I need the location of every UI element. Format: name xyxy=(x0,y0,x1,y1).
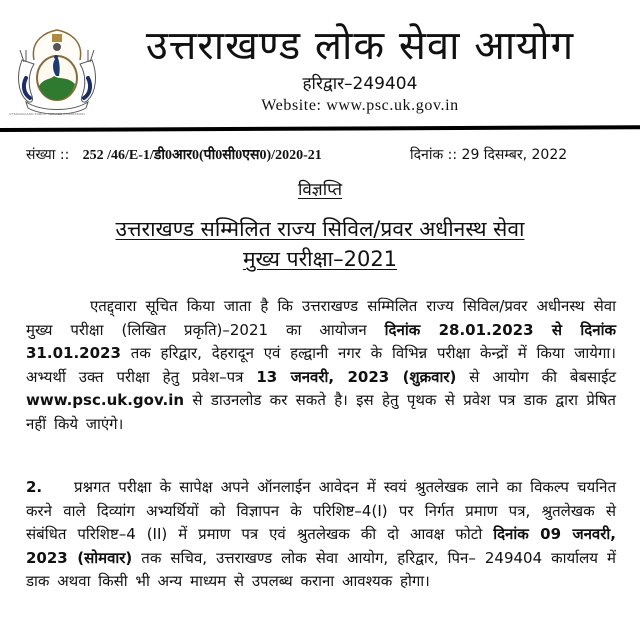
organization-city-pin: हरिद्वार–249404 xyxy=(302,74,418,94)
reference-date xyxy=(410,145,567,165)
subject-line-2: मुख्य परीक्षा–2021 xyxy=(242,247,398,271)
paragraph-2 xyxy=(26,476,616,594)
reference-date-label: दिनांक :: xyxy=(410,147,458,163)
paragraph-1 xyxy=(26,295,616,436)
notice-heading-text: विज्ञप्ति xyxy=(297,180,343,200)
paragraph-2-number: 2. xyxy=(26,478,43,496)
organization-name: उत्तराखण्ड लोक सेवा आयोग xyxy=(145,23,575,69)
paragraph-1-text-4: से डाउनलोड कर सकते है। इस हेतु पृथक से प्रवेश पत्र डाक द्वारा प्रेषित नहीं किये जाएंगे। xyxy=(26,391,616,433)
paragraph-1-text-1: एतद्द्वारा सूचित किया जाता है कि उत्तराखण्ड सम्मिलित राज्य सिविल/प्रवर अधीनस्थ सेवा मुख्य परीक्षा (लिखित प्रकृति)–2021 का आयोजन xyxy=(26,297,616,339)
logo-caption: UTTARAKHAND PUBLIC SERVICE COMMISSION xyxy=(9,112,85,116)
paragraph-2-text-2: तक सचिव, उत्तराखण्ड लोक सेवा आयोग, हरिद्वार, पिन– 249404 कार्यालय में डाक अथवा किसी भी अन्य माध्यम से उपलब्ध कराना आवश्यक होगा। xyxy=(26,548,616,590)
organization-website: Website: www.psc.uk.gov.in xyxy=(261,97,459,114)
reference-number-value: 252 /46/E-1/डी0आर0(पी0सी0एस0)/2020-21 xyxy=(82,148,322,163)
subject-line-1: उत्तराखण्ड सम्मिलित राज्य सिविल/प्रवर अधीनस्थ सेवा xyxy=(115,217,525,241)
reference-number-label: संख्या :: xyxy=(26,147,70,163)
reference-number xyxy=(26,145,322,166)
paragraph-1-text-3: से आयोग की बेबसाईट xyxy=(456,367,617,386)
website-link[interactable]: www.psc.uk.gov.in xyxy=(26,391,185,409)
paragraph-1-text-2: तक हरिद्वार, देहरादून एवं हल्द्वानी नगर के विभिन्न परीक्षा केन्द्रों में किया जायेगा। अभ्यर्थी उक्त परीक्षा हेतु प्रवेश–पत्र xyxy=(26,344,616,386)
document-submission-deadline: दिनांक 09 जनवरी, 2023 (सोमवार) xyxy=(26,525,616,567)
header-divider xyxy=(0,125,640,132)
paragraph-2-text-1: प्रश्नगत परीक्षा के सापेक्ष अपने ऑनलाईन आवेदन में स्वयं श्रुतलेखक लाने का विकल्प चयनित करने वाले दिव्यांग अभ्यर्थियों को विज्ञापन के परिशिष्ट–4(I) पर निर्गत प्रमाण पत्र, श्रुतलेखक से संबंधित परिशिष्ट–4 (II) में प्रमाण पत्र एवं श्रुतलेखक की दो आवक्ष फोटो xyxy=(26,478,616,543)
reference-date-value: 29 दिसम्बर, 2022 xyxy=(461,147,568,163)
admit-card-date: 13 जनवरी, 2023 (शुक्रवार) xyxy=(256,367,457,386)
exam-dates: दिनांक 28.01.2023 से दिनांक 31.01.2023 xyxy=(26,320,616,362)
ukpsc-emblem-icon xyxy=(12,20,102,120)
notice-subject xyxy=(40,214,600,274)
notice-heading xyxy=(0,178,640,202)
